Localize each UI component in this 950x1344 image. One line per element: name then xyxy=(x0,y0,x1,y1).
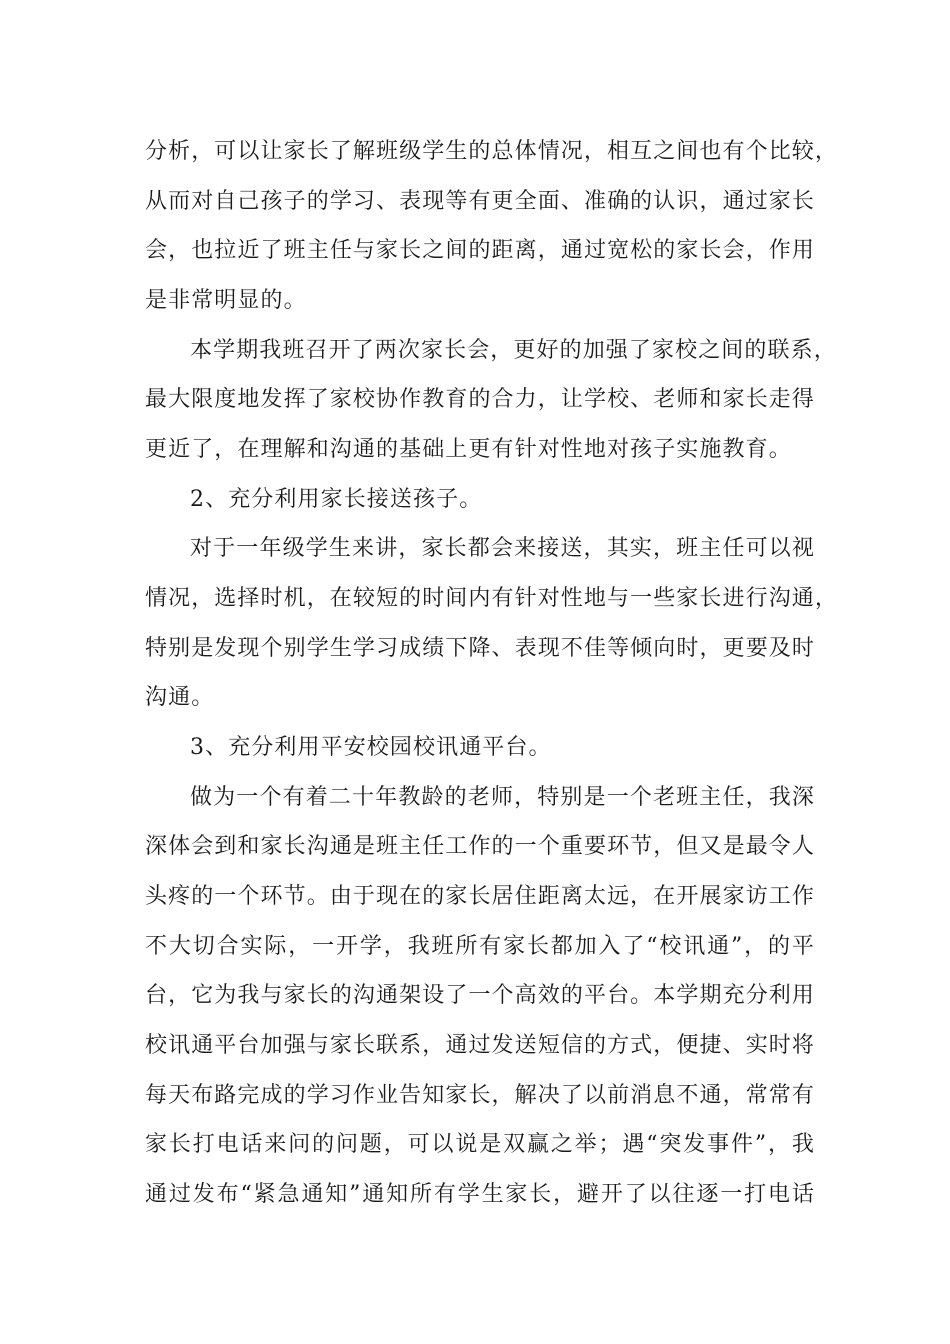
text-line: 会，也拉近了班主任与家长之间的距离，通过宽松的家长会，作用 xyxy=(145,238,815,263)
text-line: 特别是发现个别学生学习成绩下降、表现不佳等倾向时，更要及时 xyxy=(145,636,815,661)
text-line: 沟通。 xyxy=(145,685,215,710)
text-line: 头疼的一个环节。由于现在的家长居住距离太远，在开展家访工作 xyxy=(145,884,815,909)
text-line: 家长打电话来问的问题，可以说是双赢之举；遇“突发事件”，我 xyxy=(145,1132,815,1157)
text-line: 不大切合实际，一开学，我班所有家长都加入了“校讯通”，的平 xyxy=(145,934,815,959)
text-line: 本学期我班召开了两次家长会，更好的加强了家校之间的联系， xyxy=(190,338,837,363)
text-line: 情况，选择时机，在较短的时间内有针对性地与一些家长进行沟通， xyxy=(145,586,839,611)
text-line: 通过发布“紧急通知”通知所有学生家长，避开了以往逐一打电话 xyxy=(145,1182,815,1207)
text-line: 对于一年级学生来讲，家长都会来接送，其实，班主任可以视 xyxy=(190,536,815,561)
text-line: 分析，可以让家长了解班级学生的总体情况，相互之间也有个比较， xyxy=(145,139,839,164)
text-line: 每天布路完成的学习作业告知家长，解决了以前消息不通，常常有 xyxy=(145,1083,815,1108)
text-line: 深体会到和家长沟通是班主任工作的一个重要环节，但又是最令人 xyxy=(145,834,815,859)
text-line: 校讯通平台加强与家长联系，通过发送短信的方式，便捷、实时将 xyxy=(145,1033,815,1058)
text-line: 做为一个有着二十年教龄的老师，特别是一个老班主任，我深 xyxy=(190,785,815,810)
text-line: 从而对自己孩子的学习、表现等有更全面、准确的认识，通过家长 xyxy=(145,189,815,214)
text-line: 最大限度地发挥了家校协作教育的合力，让学校、老师和家长走得 xyxy=(145,387,815,412)
text-line: 更近了，在理解和沟通的基础上更有针对性地对孩子实施教育。 xyxy=(145,437,792,462)
text-line: 3、充分利用平安校园校讯通平台。 xyxy=(190,735,552,760)
text-line: 台，它为我与家长的沟通架设了一个高效的平台。本学期充分利用 xyxy=(145,983,815,1008)
text-line: 是非常明显的。 xyxy=(145,288,307,313)
text-line: 2、充分利用家长接送孩子。 xyxy=(190,487,483,512)
